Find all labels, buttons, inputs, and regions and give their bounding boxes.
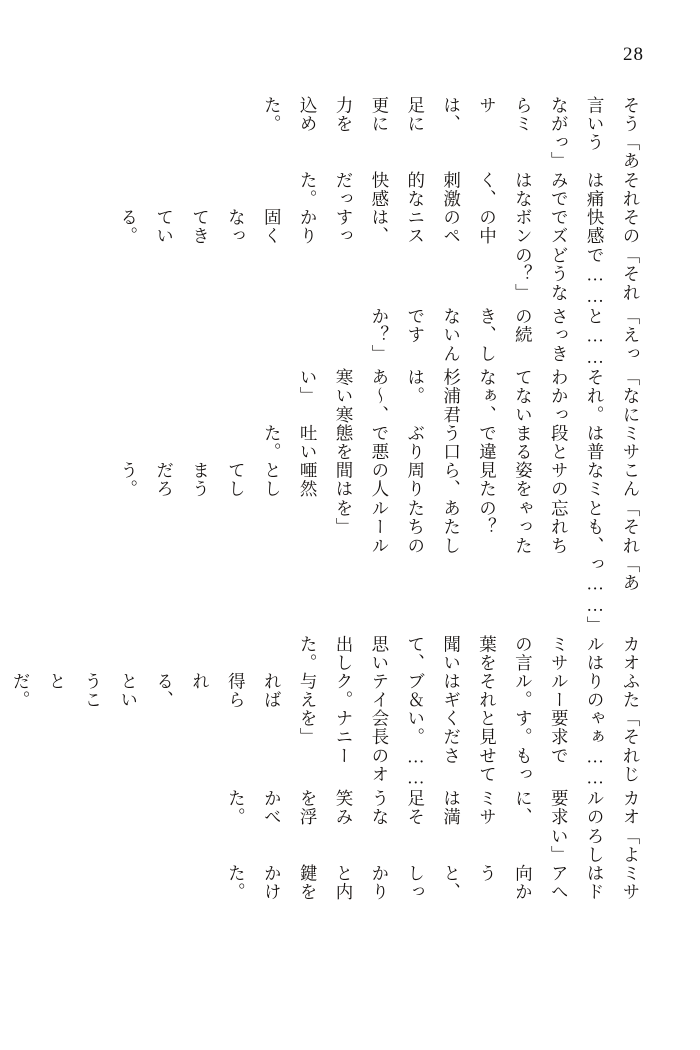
- text-line: カオルはミサの言葉を聞いて、思い出した。: [298, 634, 641, 672]
- body-text: [11, 96, 648, 902]
- text-line: 「よろしい」: [549, 826, 641, 864]
- text-line: 「それで……どうなの？」: [513, 245, 641, 307]
- text-line: 「なにそれ。わかってないなぁ、杉浦君は。あ〜、寒い寒い」: [298, 367, 641, 424]
- text-line: 「それとも、忘れちゃったの？ あたしたちのルールを」: [334, 498, 641, 555]
- text-line: その快感でズボンの中のペニスは、すっかり固くなってきている。: [118, 208, 641, 246]
- text-line: カオルの要求に、ミサは満足そうな笑みを浮かべた。: [226, 789, 641, 827]
- text-line: ミサはドアへ向かうと、しっかりと内鍵をかけた。: [226, 864, 641, 902]
- text-line: 「あうっ」: [549, 133, 641, 171]
- text-line: そう言いながらミサは、足に更に力を込めた。: [262, 96, 641, 134]
- text-line: ミサは普段とまるで違う口ぶりで悪態を吐いた。: [262, 423, 641, 462]
- page-number: 28: [623, 44, 644, 65]
- text-line: ふたりのルール。それはギブ＆テイク。与えれば得られる、ということだ。: [11, 671, 641, 710]
- text-line: 「それじゃぁ……要求です。もっと見せてください。……会長のオナニーを」: [298, 709, 641, 790]
- text-line: 「あっ……」: [585, 554, 641, 635]
- text-line: それは痛みではなく、刺激的な快感だった。: [298, 170, 641, 209]
- text-line: こんなミサの姿を見たら、周りの人間は唖然としてしまうだろう。: [118, 461, 641, 499]
- text-line: 「えっと……さっきの続き、しないんですか？」: [369, 306, 641, 368]
